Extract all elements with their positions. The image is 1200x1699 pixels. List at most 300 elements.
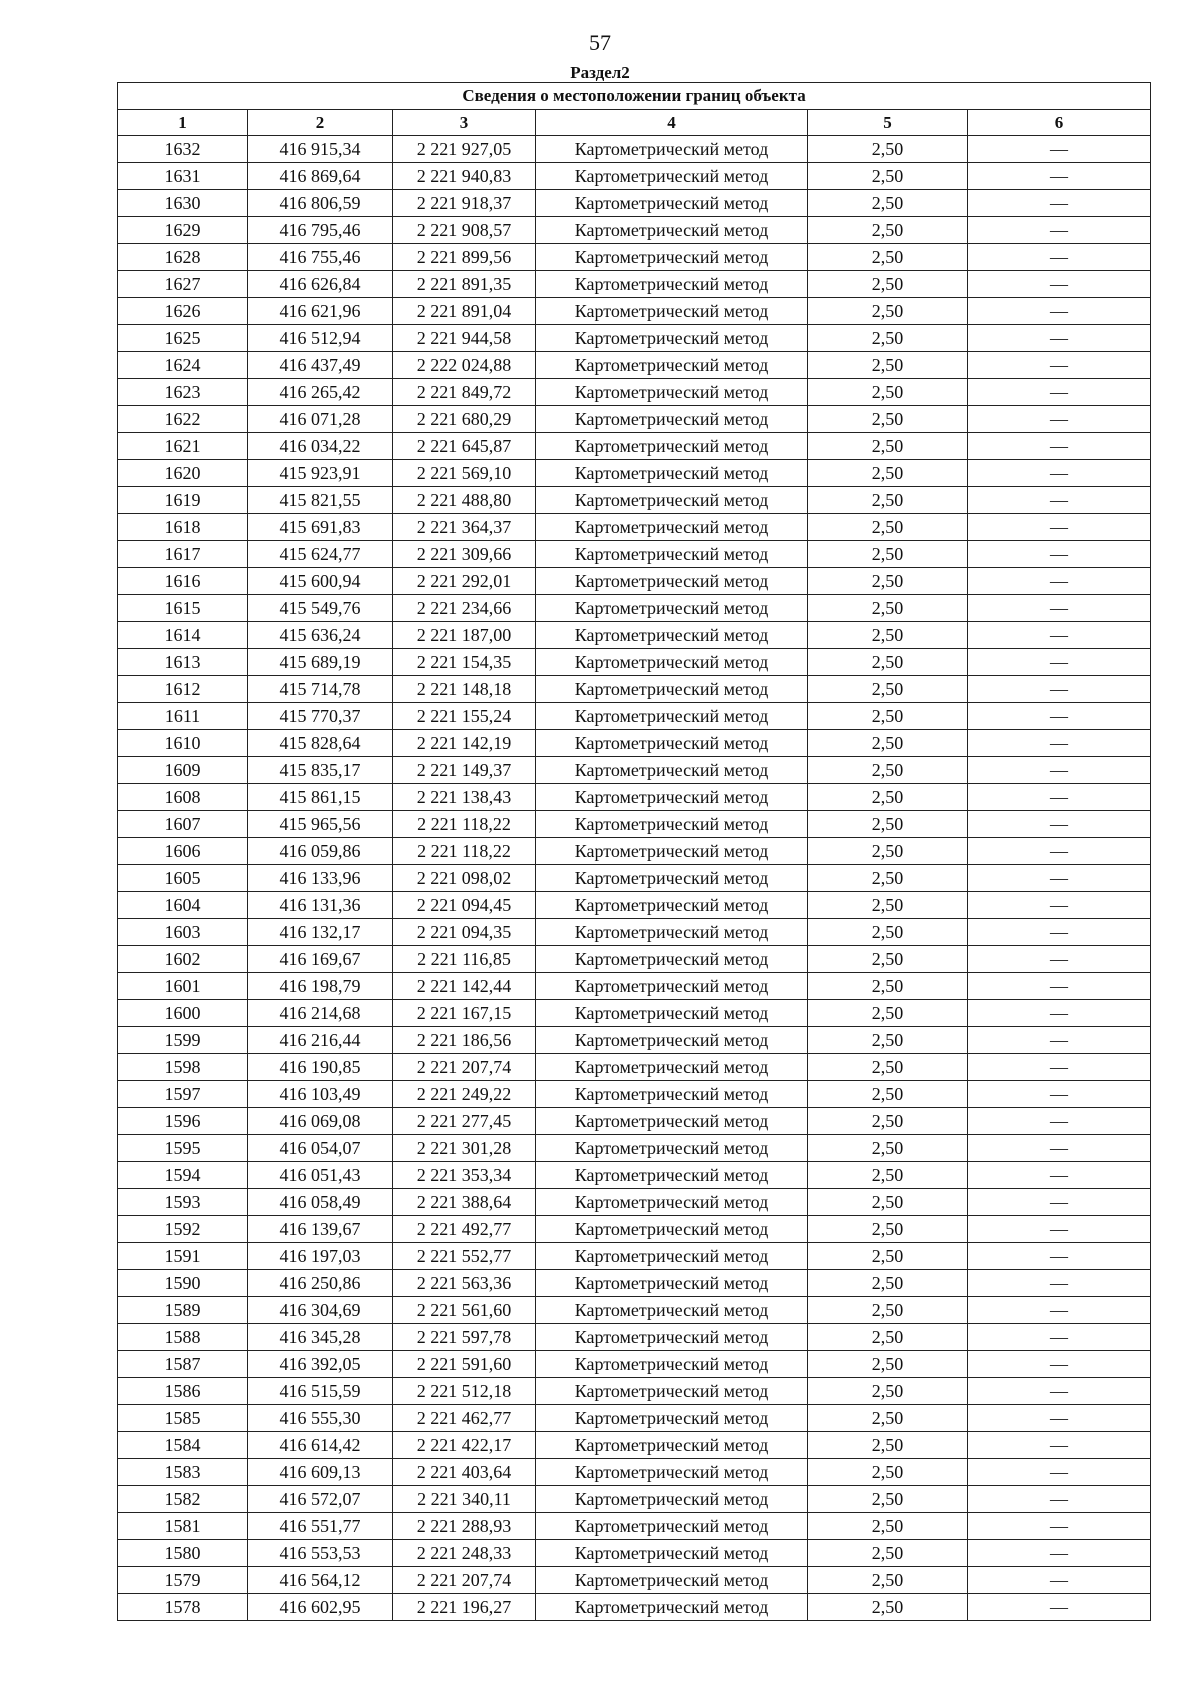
accuracy-cell: 2,50 [808,541,968,568]
method-cell: Картометрический метод [536,703,808,730]
point-number-cell: 1630 [118,190,248,217]
y-coordinate-cell: 2 221 094,35 [393,919,536,946]
x-coordinate-cell: 416 915,34 [248,136,393,163]
method-cell: Картометрический метод [536,1270,808,1297]
method-cell: Картометрический метод [536,622,808,649]
description-cell: — [968,946,1151,973]
y-coordinate-cell: 2 221 552,77 [393,1243,536,1270]
table-row [118,1270,1151,1297]
description-cell: — [968,487,1151,514]
accuracy-cell: 2,50 [808,784,968,811]
method-cell: Картометрический метод [536,244,808,271]
method-cell: Картометрический метод [536,892,808,919]
description-cell: — [968,1000,1151,1027]
point-number-cell: 1607 [118,811,248,838]
x-coordinate-cell: 415 923,91 [248,460,393,487]
accuracy-cell: 2,50 [808,919,968,946]
table-row [118,1459,1151,1486]
method-cell: Картометрический метод [536,811,808,838]
point-number-cell: 1616 [118,568,248,595]
description-cell: — [968,1594,1151,1621]
point-number-cell: 1619 [118,487,248,514]
accuracy-cell: 2,50 [808,946,968,973]
method-cell: Картометрический метод [536,1594,808,1621]
accuracy-cell: 2,50 [808,676,968,703]
method-cell: Картометрический метод [536,1540,808,1567]
method-cell: Картометрический метод [536,1459,808,1486]
x-coordinate-cell: 416 555,30 [248,1405,393,1432]
x-coordinate-cell: 415 600,94 [248,568,393,595]
y-coordinate-cell: 2 221 927,05 [393,136,536,163]
y-coordinate-cell: 2 221 301,28 [393,1135,536,1162]
accuracy-cell: 2,50 [808,1594,968,1621]
x-coordinate-cell: 415 549,76 [248,595,393,622]
table-row [118,298,1151,325]
x-coordinate-cell: 415 770,37 [248,703,393,730]
description-cell: — [968,1027,1151,1054]
y-coordinate-cell: 2 221 277,45 [393,1108,536,1135]
y-coordinate-cell: 2 221 154,35 [393,649,536,676]
table-caption: Сведения о местоположении границ объекта [118,83,1151,110]
accuracy-cell: 2,50 [808,838,968,865]
table-row [118,892,1151,919]
description-cell: — [968,1054,1151,1081]
x-coordinate-cell: 416 169,67 [248,946,393,973]
table-row [118,865,1151,892]
point-number-cell: 1595 [118,1135,248,1162]
method-cell: Картометрический метод [536,487,808,514]
accuracy-cell: 2,50 [808,1108,968,1135]
table-row [118,973,1151,1000]
table-row [118,1081,1151,1108]
method-cell: Картометрический метод [536,406,808,433]
y-coordinate-cell: 2 221 118,22 [393,838,536,865]
accuracy-cell: 2,50 [808,352,968,379]
y-coordinate-cell: 2 221 207,74 [393,1054,536,1081]
method-cell: Картометрический метод [536,352,808,379]
y-coordinate-cell: 2 221 248,33 [393,1540,536,1567]
y-coordinate-cell: 2 221 492,77 [393,1216,536,1243]
column-header-3: 3 [393,110,536,136]
table-row [118,136,1151,163]
x-coordinate-cell: 416 198,79 [248,973,393,1000]
accuracy-cell: 2,50 [808,1000,968,1027]
accuracy-cell: 2,50 [808,622,968,649]
description-cell: — [968,730,1151,757]
point-number-cell: 1620 [118,460,248,487]
y-coordinate-cell: 2 221 680,29 [393,406,536,433]
point-number-cell: 1627 [118,271,248,298]
point-number-cell: 1618 [118,514,248,541]
method-cell: Картометрический метод [536,595,808,622]
point-number-cell: 1596 [118,1108,248,1135]
description-cell: — [968,1405,1151,1432]
x-coordinate-cell: 416 553,53 [248,1540,393,1567]
description-cell: — [968,757,1151,784]
table-row [118,757,1151,784]
point-number-cell: 1629 [118,217,248,244]
point-number-cell: 1606 [118,838,248,865]
x-coordinate-cell: 415 691,83 [248,514,393,541]
accuracy-cell: 2,50 [808,460,968,487]
y-coordinate-cell: 2 221 944,58 [393,325,536,352]
x-coordinate-cell: 416 621,96 [248,298,393,325]
method-cell: Картометрический метод [536,1189,808,1216]
accuracy-cell: 2,50 [808,406,968,433]
x-coordinate-cell: 416 190,85 [248,1054,393,1081]
method-cell: Картометрический метод [536,1162,808,1189]
method-cell: Картометрический метод [536,946,808,973]
method-cell: Картометрический метод [536,676,808,703]
y-coordinate-cell: 2 221 292,01 [393,568,536,595]
accuracy-cell: 2,50 [808,1216,968,1243]
table-row [118,406,1151,433]
table-row [118,1405,1151,1432]
y-coordinate-cell: 2 221 196,27 [393,1594,536,1621]
y-coordinate-cell: 2 221 569,10 [393,460,536,487]
table-row [118,1567,1151,1594]
table-row [118,190,1151,217]
point-number-cell: 1578 [118,1594,248,1621]
accuracy-cell: 2,50 [808,730,968,757]
point-number-cell: 1590 [118,1270,248,1297]
x-coordinate-cell: 416 392,05 [248,1351,393,1378]
method-cell: Картометрический метод [536,271,808,298]
point-number-cell: 1621 [118,433,248,460]
method-cell: Картометрический метод [536,136,808,163]
point-number-cell: 1602 [118,946,248,973]
point-number-cell: 1579 [118,1567,248,1594]
method-cell: Картометрический метод [536,1081,808,1108]
point-number-cell: 1628 [118,244,248,271]
point-number-cell: 1580 [118,1540,248,1567]
point-number-cell: 1599 [118,1027,248,1054]
y-coordinate-cell: 2 221 462,77 [393,1405,536,1432]
accuracy-cell: 2,50 [808,190,968,217]
method-cell: Картометрический метод [536,1351,808,1378]
x-coordinate-cell: 415 689,19 [248,649,393,676]
accuracy-cell: 2,50 [808,1432,968,1459]
point-number-cell: 1586 [118,1378,248,1405]
table-row [118,244,1151,271]
description-cell: — [968,892,1151,919]
y-coordinate-cell: 2 221 288,93 [393,1513,536,1540]
y-coordinate-cell: 2 221 142,19 [393,730,536,757]
table-row [118,1486,1151,1513]
table-row [118,541,1151,568]
point-number-cell: 1600 [118,1000,248,1027]
table-row [118,1216,1151,1243]
point-number-cell: 1614 [118,622,248,649]
description-cell: — [968,1567,1151,1594]
table-row [118,163,1151,190]
column-header-row [118,110,1151,136]
x-coordinate-cell: 416 614,42 [248,1432,393,1459]
accuracy-cell: 2,50 [808,298,968,325]
description-cell: — [968,1081,1151,1108]
y-coordinate-cell: 2 221 138,43 [393,784,536,811]
y-coordinate-cell: 2 221 512,18 [393,1378,536,1405]
method-cell: Картометрический метод [536,217,808,244]
description-cell: — [968,811,1151,838]
method-cell: Картометрический метод [536,1297,808,1324]
y-coordinate-cell: 2 221 891,04 [393,298,536,325]
accuracy-cell: 2,50 [808,1054,968,1081]
method-cell: Картометрический метод [536,865,808,892]
accuracy-cell: 2,50 [808,1270,968,1297]
y-coordinate-cell: 2 221 918,37 [393,190,536,217]
point-number-cell: 1593 [118,1189,248,1216]
y-coordinate-cell: 2 221 645,87 [393,433,536,460]
y-coordinate-cell: 2 221 891,35 [393,271,536,298]
method-cell: Картометрический метод [536,190,808,217]
method-cell: Картометрический метод [536,1324,808,1351]
y-coordinate-cell: 2 221 187,00 [393,622,536,649]
accuracy-cell: 2,50 [808,973,968,1000]
accuracy-cell: 2,50 [808,1243,968,1270]
accuracy-cell: 2,50 [808,163,968,190]
description-cell: — [968,1540,1151,1567]
point-number-cell: 1609 [118,757,248,784]
description-cell: — [968,271,1151,298]
table-row [118,784,1151,811]
accuracy-cell: 2,50 [808,325,968,352]
point-number-cell: 1622 [118,406,248,433]
table-row [118,1324,1151,1351]
description-cell: — [968,1189,1151,1216]
x-coordinate-cell: 415 828,64 [248,730,393,757]
y-coordinate-cell: 2 221 094,45 [393,892,536,919]
description-cell: — [968,1378,1151,1405]
x-coordinate-cell: 416 755,46 [248,244,393,271]
method-cell: Картометрический метод [536,1567,808,1594]
y-coordinate-cell: 2 221 563,36 [393,1270,536,1297]
method-cell: Картометрический метод [536,649,808,676]
x-coordinate-cell: 416 103,49 [248,1081,393,1108]
description-cell: — [968,1351,1151,1378]
description-cell: — [968,406,1151,433]
point-number-cell: 1632 [118,136,248,163]
method-cell: Картометрический метод [536,1432,808,1459]
accuracy-cell: 2,50 [808,244,968,271]
point-number-cell: 1611 [118,703,248,730]
description-cell: — [968,865,1151,892]
table-row [118,676,1151,703]
point-number-cell: 1584 [118,1432,248,1459]
description-cell: — [968,676,1151,703]
point-number-cell: 1591 [118,1243,248,1270]
x-coordinate-cell: 416 512,94 [248,325,393,352]
x-coordinate-cell: 416 133,96 [248,865,393,892]
point-number-cell: 1588 [118,1324,248,1351]
point-number-cell: 1598 [118,1054,248,1081]
x-coordinate-cell: 416 051,43 [248,1162,393,1189]
x-coordinate-cell: 416 265,42 [248,379,393,406]
y-coordinate-cell: 2 221 149,37 [393,757,536,784]
accuracy-cell: 2,50 [808,757,968,784]
table-row [118,838,1151,865]
method-cell: Картометрический метод [536,1405,808,1432]
point-number-cell: 1603 [118,919,248,946]
description-cell: — [968,1243,1151,1270]
accuracy-cell: 2,50 [808,433,968,460]
table-row [118,379,1151,406]
method-cell: Картометрический метод [536,1108,808,1135]
y-coordinate-cell: 2 221 561,60 [393,1297,536,1324]
x-coordinate-cell: 415 861,15 [248,784,393,811]
method-cell: Картометрический метод [536,730,808,757]
method-cell: Картометрический метод [536,568,808,595]
y-coordinate-cell: 2 221 186,56 [393,1027,536,1054]
y-coordinate-cell: 2 221 098,02 [393,865,536,892]
column-header-5: 5 [808,110,968,136]
table-row [118,1243,1151,1270]
x-coordinate-cell: 416 609,13 [248,1459,393,1486]
point-number-cell: 1592 [118,1216,248,1243]
table-row [118,1189,1151,1216]
point-number-cell: 1613 [118,649,248,676]
description-cell: — [968,1432,1151,1459]
accuracy-cell: 2,50 [808,1189,968,1216]
x-coordinate-cell: 416 197,03 [248,1243,393,1270]
accuracy-cell: 2,50 [808,865,968,892]
point-number-cell: 1605 [118,865,248,892]
y-coordinate-cell: 2 221 353,34 [393,1162,536,1189]
point-number-cell: 1624 [118,352,248,379]
accuracy-cell: 2,50 [808,811,968,838]
y-coordinate-cell: 2 221 388,64 [393,1189,536,1216]
method-cell: Картометрический метод [536,1027,808,1054]
description-cell: — [968,568,1151,595]
method-cell: Картометрический метод [536,784,808,811]
point-number-cell: 1601 [118,973,248,1000]
y-coordinate-cell: 2 221 591,60 [393,1351,536,1378]
accuracy-cell: 2,50 [808,379,968,406]
description-cell: — [968,325,1151,352]
method-cell: Картометрический метод [536,325,808,352]
table-row [118,1594,1151,1621]
description-cell: — [968,163,1151,190]
y-coordinate-cell: 2 221 364,37 [393,514,536,541]
method-cell: Картометрический метод [536,379,808,406]
x-coordinate-cell: 416 572,07 [248,1486,393,1513]
accuracy-cell: 2,50 [808,1486,968,1513]
y-coordinate-cell: 2 221 155,24 [393,703,536,730]
table-row [118,622,1151,649]
method-cell: Картометрический метод [536,919,808,946]
description-cell: — [968,433,1151,460]
point-number-cell: 1594 [118,1162,248,1189]
x-coordinate-cell: 415 821,55 [248,487,393,514]
description-cell: — [968,622,1151,649]
point-number-cell: 1612 [118,676,248,703]
x-coordinate-cell: 416 564,12 [248,1567,393,1594]
y-coordinate-cell: 2 221 908,57 [393,217,536,244]
accuracy-cell: 2,50 [808,1027,968,1054]
y-coordinate-cell: 2 221 940,83 [393,163,536,190]
method-cell: Картометрический метод [536,1054,808,1081]
method-cell: Картометрический метод [536,1000,808,1027]
description-cell: — [968,379,1151,406]
table-row [118,1135,1151,1162]
table-row [118,514,1151,541]
accuracy-cell: 2,50 [808,1405,968,1432]
accuracy-cell: 2,50 [808,1567,968,1594]
column-header-4: 4 [536,110,808,136]
y-coordinate-cell: 2 221 403,64 [393,1459,536,1486]
description-cell: — [968,919,1151,946]
point-number-cell: 1583 [118,1459,248,1486]
accuracy-cell: 2,50 [808,892,968,919]
y-coordinate-cell: 2 221 488,80 [393,487,536,514]
point-number-cell: 1625 [118,325,248,352]
accuracy-cell: 2,50 [808,1162,968,1189]
x-coordinate-cell: 416 515,59 [248,1378,393,1405]
accuracy-cell: 2,50 [808,514,968,541]
x-coordinate-cell: 416 626,84 [248,271,393,298]
table-row [118,433,1151,460]
accuracy-cell: 2,50 [808,595,968,622]
accuracy-cell: 2,50 [808,1297,968,1324]
x-coordinate-cell: 416 131,36 [248,892,393,919]
x-coordinate-cell: 416 437,49 [248,352,393,379]
x-coordinate-cell: 415 714,78 [248,676,393,703]
y-coordinate-cell: 2 221 422,17 [393,1432,536,1459]
method-cell: Картометрический метод [536,541,808,568]
section-title: Раздел2 [570,63,630,82]
y-coordinate-cell: 2 222 024,88 [393,352,536,379]
description-cell: — [968,298,1151,325]
x-coordinate-cell: 416 216,44 [248,1027,393,1054]
description-cell: — [968,1108,1151,1135]
description-cell: — [968,784,1151,811]
x-coordinate-cell: 416 058,49 [248,1189,393,1216]
method-cell: Картометрический метод [536,460,808,487]
description-cell: — [968,1513,1151,1540]
description-cell: — [968,1216,1151,1243]
table-row [118,1432,1151,1459]
method-cell: Картометрический метод [536,1135,808,1162]
x-coordinate-cell: 416 345,28 [248,1324,393,1351]
method-cell: Картометрический метод [536,1513,808,1540]
point-number-cell: 1610 [118,730,248,757]
accuracy-cell: 2,50 [808,1324,968,1351]
description-cell: — [968,352,1151,379]
point-number-cell: 1604 [118,892,248,919]
y-coordinate-cell: 2 221 899,56 [393,244,536,271]
table-row [118,919,1151,946]
y-coordinate-cell: 2 221 597,78 [393,1324,536,1351]
x-coordinate-cell: 416 250,86 [248,1270,393,1297]
table-row [118,217,1151,244]
table-row [118,1378,1151,1405]
y-coordinate-cell: 2 221 849,72 [393,379,536,406]
point-number-cell: 1582 [118,1486,248,1513]
description-cell: — [968,244,1151,271]
table-row [118,1297,1151,1324]
page-number: 57 [589,30,611,55]
accuracy-cell: 2,50 [808,217,968,244]
table-row [118,1513,1151,1540]
table-row [118,352,1151,379]
x-coordinate-cell: 415 835,17 [248,757,393,784]
point-number-cell: 1585 [118,1405,248,1432]
column-header-2: 2 [248,110,393,136]
accuracy-cell: 2,50 [808,136,968,163]
accuracy-cell: 2,50 [808,1135,968,1162]
accuracy-cell: 2,50 [808,649,968,676]
column-header-1: 1 [118,110,248,136]
